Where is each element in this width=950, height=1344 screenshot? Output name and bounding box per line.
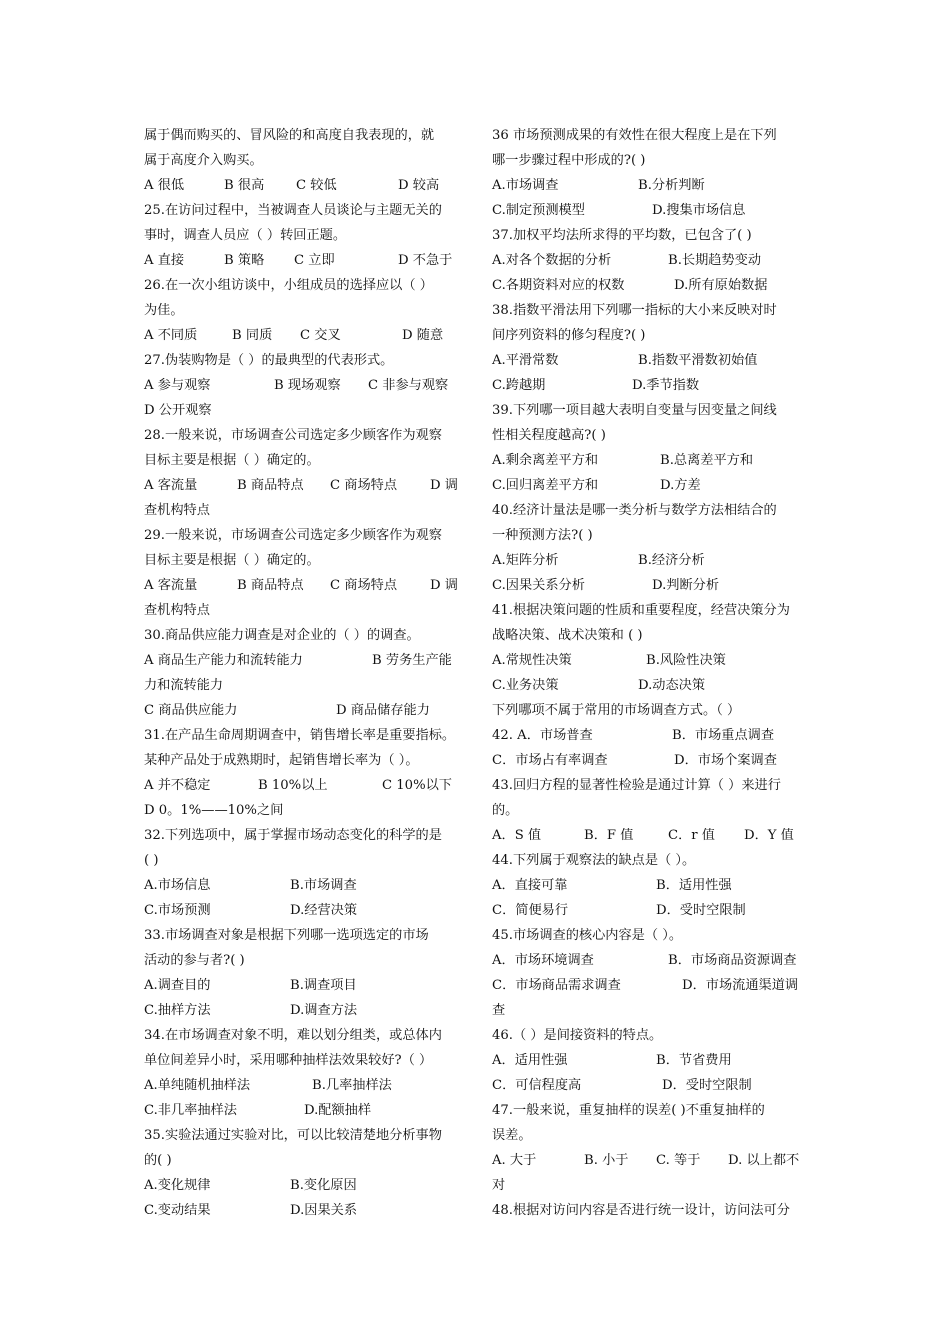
text-line: [492, 1073, 810, 1098]
text-line: [492, 323, 810, 348]
text-line: [492, 173, 810, 198]
text-segment: B.经济分析: [638, 553, 705, 568]
text-line: [144, 423, 466, 448]
text-segment: B.风险性决策: [646, 653, 726, 668]
text-segment: D.动态决策: [638, 678, 706, 693]
text-segment: B.市场调查: [290, 878, 357, 893]
text-segment: D.因果关系: [290, 1203, 358, 1218]
text-segment: 活动的参与者?( ): [144, 953, 245, 968]
text-line: [144, 398, 466, 423]
text-segment: A．市场环境调查: [492, 953, 594, 968]
text-line: [144, 248, 466, 273]
text-segment: B 现场观察: [274, 378, 341, 393]
text-segment: 目标主要是根据（ ）确定的。: [144, 453, 320, 468]
text-line: [492, 623, 810, 648]
text-segment: 对: [492, 1178, 506, 1193]
text-segment: C.抽样方法: [144, 1003, 211, 1018]
text-segment: 一种预测方法?( ): [492, 528, 593, 543]
text-line: [492, 123, 810, 148]
text-segment: A.市场信息: [144, 878, 211, 893]
text-segment: C 立即: [294, 253, 335, 268]
text-line: [144, 823, 466, 848]
text-line: [492, 523, 810, 548]
text-line: [492, 148, 810, 173]
text-segment: 42. A．市场普查: [492, 728, 593, 743]
text-line: [144, 998, 466, 1023]
text-line: [144, 723, 466, 748]
text-segment: D 调: [430, 578, 458, 593]
text-segment: D.所有原始数据: [674, 278, 768, 293]
text-segment: 的( ): [144, 1153, 172, 1168]
text-line: [492, 498, 810, 523]
text-line: [144, 948, 466, 973]
text-segment: A 商品生产能力和流转能力: [144, 653, 303, 668]
text-line: [492, 598, 810, 623]
text-line: [492, 448, 810, 473]
text-segment: 40.经济计量法是哪一类分析与数学方法相结合的: [492, 503, 777, 518]
text-segment: C．市场占有率调查: [492, 753, 608, 768]
text-segment: B.变化原因: [290, 1178, 357, 1193]
text-segment: A.矩阵分析: [492, 553, 559, 568]
text-segment: B 劳务生产能: [372, 653, 452, 668]
text-segment: C 商场特点: [330, 478, 398, 493]
text-segment: D 随意: [402, 328, 444, 343]
text-line: [144, 198, 466, 223]
text-segment: 39.下列哪一项目越大表明自变量与因变量之间线: [492, 403, 777, 418]
text-segment: D 调: [430, 478, 458, 493]
text-line: [492, 798, 810, 823]
text-line: [144, 898, 466, 923]
text-segment: 44.下列属于观察法的缺点是（ ）。: [492, 853, 696, 868]
text-segment: 下列哪项不属于常用的市场调查方式。（ ）: [492, 703, 741, 718]
text-segment: A 直接: [144, 253, 185, 268]
text-segment: B．适用性强: [656, 878, 732, 893]
text-segment: 的。: [492, 803, 519, 818]
text-segment: B.总离差平方和: [660, 453, 754, 468]
text-segment: 力和流转能力: [144, 678, 224, 693]
text-segment: 25.在访问过程中，当被调查人员谈论与主题无关的: [144, 203, 442, 218]
text-segment: 46.（ ）是间接资料的特点。: [492, 1028, 663, 1043]
text-segment: 事时，调查人员应（ ）转回正题。: [144, 228, 347, 243]
text-segment: A.市场调查: [492, 178, 559, 193]
text-line: [144, 348, 466, 373]
text-segment: C.因果关系分析: [492, 578, 585, 593]
text-segment: C. 等于: [656, 1153, 701, 1168]
text-line: [492, 348, 810, 373]
text-segment: 36 市场预测成果的有效性在很大程度上是在下列: [492, 128, 777, 143]
text-line: [492, 898, 810, 923]
text-segment: B 商品特点: [237, 478, 304, 493]
text-segment: B．节省费用: [656, 1053, 732, 1068]
text-line: [492, 1023, 810, 1048]
text-segment: D.判断分析: [652, 578, 720, 593]
text-segment: D 公开观察: [144, 403, 212, 418]
text-segment: B.长期趋势变动: [668, 253, 762, 268]
text-line: [492, 648, 810, 673]
text-segment: D．受时空限制: [656, 903, 746, 918]
text-line: [144, 1023, 466, 1048]
right-column: [492, 123, 810, 1223]
text-segment: 47.一般来说，重复抽样的误差( )不重复抽样的: [492, 1103, 765, 1118]
text-segment: C．可信程度高: [492, 1078, 582, 1093]
text-line: [144, 298, 466, 323]
text-segment: A 不同质: [144, 328, 198, 343]
text-segment: 28.一般来说，市场调查公司选定多少顾客作为观察: [144, 428, 442, 443]
text-line: [144, 448, 466, 473]
text-segment: 43.回归方程的显著性检验是通过计算（ ）来进行: [492, 778, 781, 793]
text-segment: B 策略: [224, 253, 265, 268]
text-segment: B 商品特点: [237, 578, 304, 593]
text-segment: A.对各个数据的分析: [492, 253, 612, 268]
text-segment: A 参与观察: [144, 378, 211, 393]
text-line: [492, 198, 810, 223]
text-segment: 单位间差异小时，采用哪种抽样法效果较好?（ ）: [144, 1053, 433, 1068]
text-line: [144, 323, 466, 348]
text-segment: 查机构特点: [144, 603, 210, 618]
text-segment: C 10%以下: [382, 778, 452, 793]
text-line: [144, 648, 466, 673]
text-segment: 目标主要是根据（ ）确定的。: [144, 553, 320, 568]
text-segment: A.平滑常数: [492, 353, 559, 368]
text-line: [492, 423, 810, 448]
text-line: [492, 973, 810, 998]
text-segment: C 非参与观察: [368, 378, 449, 393]
text-segment: A 客流量: [144, 478, 198, 493]
text-line: [144, 1073, 466, 1098]
text-segment: B.指数平滑数初始值: [638, 353, 758, 368]
text-segment: 属于偶而购买的、冒风险的和高度自我表现的，就: [144, 128, 435, 143]
text-line: [492, 223, 810, 248]
text-segment: C 交叉: [300, 328, 341, 343]
text-line: [492, 1148, 810, 1173]
text-line: [492, 923, 810, 948]
text-segment: A 很低: [144, 178, 185, 193]
text-line: [144, 223, 466, 248]
text-segment: 32.下列选项中，属于掌握市场动态变化的科学的是: [144, 828, 442, 843]
text-segment: D. 以上都不: [728, 1153, 800, 1168]
text-line: [144, 1123, 466, 1148]
text-segment: 性相关程度越高?( ): [492, 428, 606, 443]
text-line: [144, 923, 466, 948]
text-segment: C 较低: [296, 178, 337, 193]
text-line: [492, 673, 810, 698]
text-segment: D 不急于: [398, 253, 453, 268]
text-line: [144, 873, 466, 898]
text-segment: B 很高: [224, 178, 265, 193]
text-segment: B．市场商品资源调查: [668, 953, 797, 968]
text-segment: A.变化规律: [144, 1178, 211, 1193]
text-line: [492, 1198, 810, 1223]
text-segment: D.经营决策: [290, 903, 358, 918]
text-line: [144, 148, 466, 173]
text-segment: C.各期资料对应的权数: [492, 278, 625, 293]
text-line: [144, 173, 466, 198]
text-segment: 间序列资料的修匀程度?( ): [492, 328, 646, 343]
text-segment: A．S 值: [492, 828, 542, 843]
text-segment: D.调查方法: [290, 1003, 358, 1018]
text-line: [144, 798, 466, 823]
text-line: [144, 673, 466, 698]
text-segment: D.季节指数: [632, 378, 700, 393]
text-line: [492, 998, 810, 1023]
left-column: [144, 123, 466, 1223]
text-segment: 27.伪装购物是（ ）的最典型的代表形式。: [144, 353, 394, 368]
text-line: [144, 573, 466, 598]
text-segment: B.分析判断: [638, 178, 705, 193]
text-segment: 战略决策、战术决策和 ( ): [492, 628, 643, 643]
text-segment: C.回归离差平方和: [492, 478, 599, 493]
text-line: [492, 948, 810, 973]
text-line: [492, 548, 810, 573]
text-segment: B．F 值: [584, 828, 634, 843]
text-line: [144, 623, 466, 648]
text-segment: A. 大于: [492, 1153, 537, 1168]
text-segment: 查: [492, 1003, 506, 1018]
text-segment: C.跨越期: [492, 378, 546, 393]
text-line: [144, 973, 466, 998]
text-line: [492, 848, 810, 873]
text-line: [144, 523, 466, 548]
text-line: [492, 298, 810, 323]
text-segment: C．r 值: [668, 828, 715, 843]
text-line: [144, 1173, 466, 1198]
text-line: [144, 748, 466, 773]
text-segment: D．Y 值: [744, 828, 794, 843]
text-line: [492, 723, 810, 748]
text-segment: 为佳。: [144, 303, 184, 318]
text-segment: A.调查目的: [144, 978, 211, 993]
text-segment: 35.实验法通过实验对比，可以比较清楚地分析事物: [144, 1128, 442, 1143]
text-segment: C.制定预测模型: [492, 203, 585, 218]
text-segment: D．市场个案调查: [674, 753, 777, 768]
text-segment: D.配额抽样: [304, 1103, 372, 1118]
text-line: [492, 1048, 810, 1073]
text-segment: ( ): [144, 853, 159, 868]
text-line: [492, 398, 810, 423]
text-line: [144, 1098, 466, 1123]
text-line: [144, 498, 466, 523]
text-segment: D 较高: [398, 178, 440, 193]
text-segment: A．适用性强: [492, 1053, 568, 1068]
text-line: [492, 873, 810, 898]
text-segment: D 0。1%——10%之间: [144, 803, 284, 818]
text-segment: 45.市场调查的核心内容是（ ）。: [492, 928, 683, 943]
text-line: [144, 1148, 466, 1173]
text-segment: D.搜集市场信息: [652, 203, 746, 218]
text-segment: 48.根据对访问内容是否进行统一设计，访问法可分: [492, 1203, 790, 1218]
text-line: [492, 473, 810, 498]
text-segment: B 10%以上: [258, 778, 328, 793]
text-segment: D．受时空限制: [662, 1078, 752, 1093]
text-line: [144, 373, 466, 398]
text-segment: C．市场商品需求调查: [492, 978, 621, 993]
text-segment: A.剩余离差平方和: [492, 453, 599, 468]
text-line: [144, 273, 466, 298]
text-line: [144, 1198, 466, 1223]
text-segment: 查机构特点: [144, 503, 210, 518]
text-segment: A．直接可靠: [492, 878, 568, 893]
text-segment: A.单纯随机抽样法: [144, 1078, 251, 1093]
text-segment: C.非几率抽样法: [144, 1103, 237, 1118]
text-line: [144, 773, 466, 798]
text-segment: C 商场特点: [330, 578, 398, 593]
text-segment: 38.指数平滑法用下列哪一指标的大小来反映对时: [492, 303, 777, 318]
text-segment: 33.市场调查对象是根据下列哪一选项选定的市场: [144, 928, 429, 943]
text-segment: 29.一般来说，市场调查公司选定多少顾客作为观察: [144, 528, 442, 543]
text-line: [144, 123, 466, 148]
text-segment: A 客流量: [144, 578, 198, 593]
text-line: [492, 748, 810, 773]
text-segment: C.变动结果: [144, 1203, 211, 1218]
text-segment: 属于高度介入购买。: [144, 153, 263, 168]
text-segment: 某种产品处于成熟期时，起销售增长率为（ ）。: [144, 753, 419, 768]
text-line: [144, 548, 466, 573]
text-line: [492, 823, 810, 848]
text-segment: 哪一步骤过程中形成的?( ): [492, 153, 646, 168]
text-segment: D．市场流通渠道调: [682, 978, 799, 993]
text-segment: 37.加权平均法所求得的平均数，已包含了( ): [492, 228, 752, 243]
text-segment: 41.根据决策问题的性质和重要程度，经营决策分为: [492, 603, 790, 618]
text-segment: B.几率抽样法: [312, 1078, 392, 1093]
text-segment: D 商品储存能力: [336, 703, 430, 718]
text-segment: 误差。: [492, 1128, 532, 1143]
text-segment: B 同质: [232, 328, 273, 343]
text-line: [144, 473, 466, 498]
text-segment: 34.在市场调查对象不明，难以划分组类，或总体内: [144, 1028, 442, 1043]
text-segment: A.常规性决策: [492, 653, 572, 668]
text-line: [492, 248, 810, 273]
text-segment: 26.在一次小组访谈中，小组成员的选择应以（ ）: [144, 278, 433, 293]
text-segment: D.方差: [660, 478, 701, 493]
text-segment: C.市场预测: [144, 903, 211, 918]
text-line: [492, 573, 810, 598]
text-segment: C 商品供应能力: [144, 703, 238, 718]
text-line: [144, 1048, 466, 1073]
text-line: [144, 698, 466, 723]
text-segment: B.调查项目: [290, 978, 357, 993]
text-line: [144, 598, 466, 623]
text-line: [492, 373, 810, 398]
text-segment: 31.在产品生命周期调查中，销售增长率是重要指标。: [144, 728, 456, 743]
text-segment: C.业务决策: [492, 678, 559, 693]
text-segment: B. 小于: [584, 1153, 629, 1168]
text-line: [144, 848, 466, 873]
text-segment: A 并不稳定: [144, 778, 211, 793]
text-line: [492, 698, 810, 723]
text-line: [492, 773, 810, 798]
text-line: [492, 1098, 810, 1123]
text-line: [492, 1123, 810, 1148]
text-line: [492, 273, 810, 298]
text-line: [492, 1173, 810, 1198]
text-segment: B．市场重点调查: [672, 728, 775, 743]
text-segment: 30.商品供应能力调查是对企业的（ ）的调查。: [144, 628, 420, 643]
text-segment: C．简便易行: [492, 903, 569, 918]
